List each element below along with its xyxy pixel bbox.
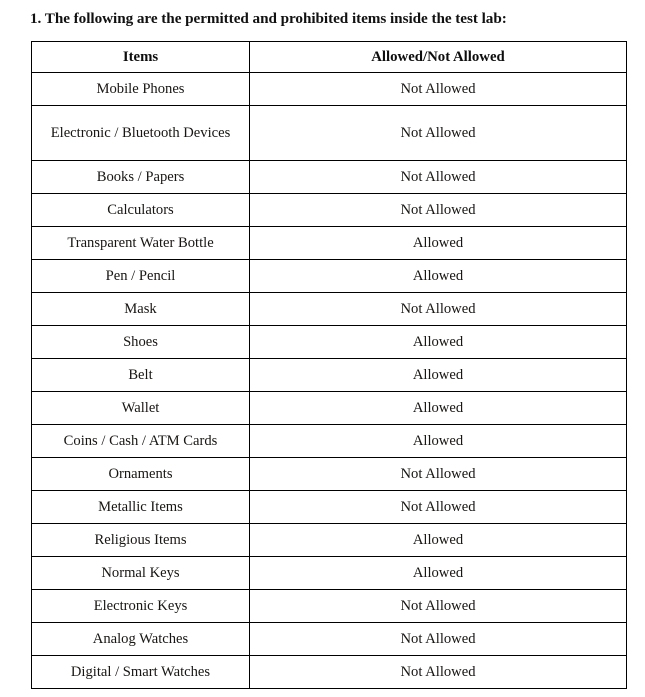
table-row <box>32 293 627 326</box>
cell-item-name: Mobile Phones <box>32 73 250 106</box>
cell-item-status: Not Allowed <box>250 194 627 227</box>
table-row <box>32 623 627 656</box>
table-row <box>32 359 627 392</box>
cell-item-status: Allowed <box>250 524 627 557</box>
table-body <box>32 73 627 689</box>
table-row <box>32 227 627 260</box>
table-header <box>32 42 627 73</box>
table-row <box>32 458 627 491</box>
cell-item-name: Books / Papers <box>32 161 250 194</box>
cell-item-name: Electronic / Bluetooth Devices <box>32 106 250 161</box>
page-heading: 1. The following are the permitted and prohibited items inside the test lab: <box>30 10 507 27</box>
cell-item-status: Not Allowed <box>250 590 627 623</box>
cell-item-name: Coins / Cash / ATM Cards <box>32 425 250 458</box>
cell-item-name: Electronic Keys <box>32 590 250 623</box>
table-row <box>32 161 627 194</box>
cell-item-name: Mask <box>32 293 250 326</box>
table-row <box>32 106 627 161</box>
column-header-status: Allowed/Not Allowed <box>250 42 627 73</box>
cell-item-status: Allowed <box>250 425 627 458</box>
table-row <box>32 524 627 557</box>
cell-item-name: Ornaments <box>32 458 250 491</box>
cell-item-name: Calculators <box>32 194 250 227</box>
table-row <box>32 425 627 458</box>
table-header-row <box>32 42 627 73</box>
cell-item-status: Allowed <box>250 326 627 359</box>
cell-item-name: Wallet <box>32 392 250 425</box>
table-row <box>32 392 627 425</box>
cell-item-status: Allowed <box>250 359 627 392</box>
table-row <box>32 194 627 227</box>
cell-item-status: Not Allowed <box>250 656 627 689</box>
table-row <box>32 260 627 293</box>
cell-item-name: Analog Watches <box>32 623 250 656</box>
table-row <box>32 590 627 623</box>
permitted-items-table <box>31 41 627 689</box>
cell-item-name: Belt <box>32 359 250 392</box>
cell-item-status: Not Allowed <box>250 161 627 194</box>
cell-item-status: Not Allowed <box>250 491 627 524</box>
cell-item-name: Shoes <box>32 326 250 359</box>
cell-item-name: Pen / Pencil <box>32 260 250 293</box>
table-row <box>32 73 627 106</box>
cell-item-status: Not Allowed <box>250 73 627 106</box>
cell-item-name: Religious Items <box>32 524 250 557</box>
cell-item-status: Allowed <box>250 392 627 425</box>
cell-item-status: Not Allowed <box>250 458 627 491</box>
cell-item-status: Allowed <box>250 227 627 260</box>
table-row <box>32 656 627 689</box>
table-row <box>32 326 627 359</box>
cell-item-name: Digital / Smart Watches <box>32 656 250 689</box>
table-row <box>32 491 627 524</box>
column-header-items: Items <box>32 42 250 73</box>
table-row <box>32 557 627 590</box>
cell-item-status: Not Allowed <box>250 623 627 656</box>
cell-item-status: Not Allowed <box>250 293 627 326</box>
cell-item-name: Normal Keys <box>32 557 250 590</box>
cell-item-name: Transparent Water Bottle <box>32 227 250 260</box>
cell-item-status: Not Allowed <box>250 106 627 161</box>
cell-item-name: Metallic Items <box>32 491 250 524</box>
cell-item-status: Allowed <box>250 260 627 293</box>
cell-item-status: Allowed <box>250 557 627 590</box>
